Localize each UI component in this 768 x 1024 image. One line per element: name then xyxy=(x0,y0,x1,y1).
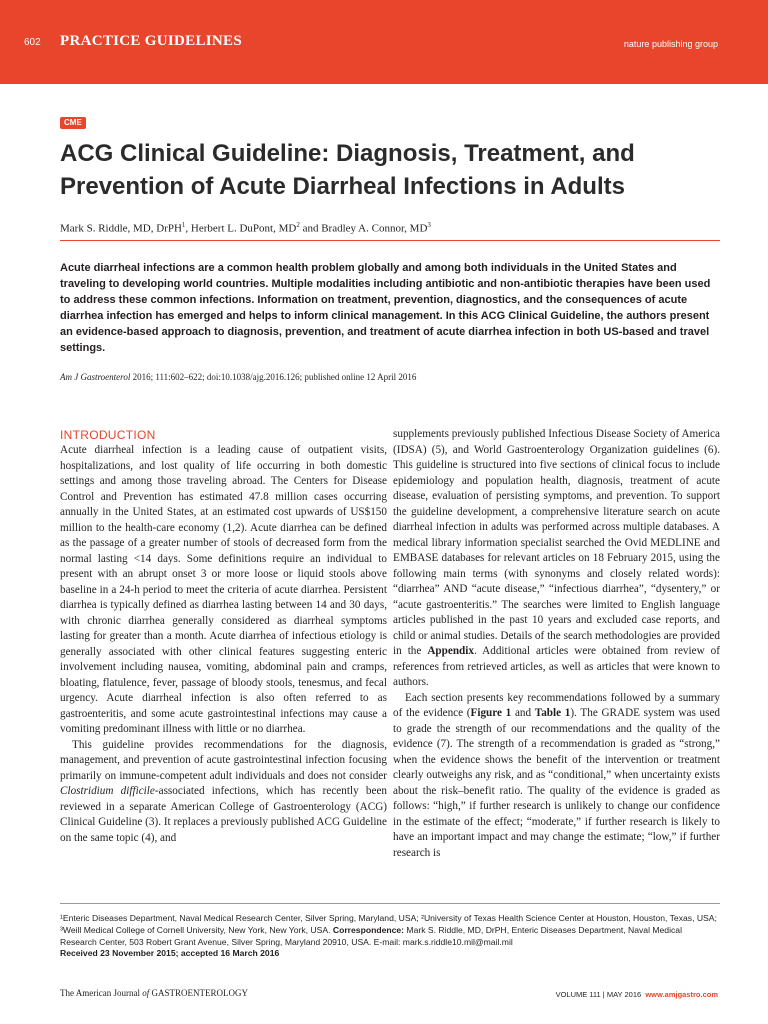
citation-details: 2016; 111:602–622; doi:10.1038/ajg.2016.126; published online 12 April 2016 xyxy=(130,372,417,382)
publisher-name: nature publishing group xyxy=(623,39,718,49)
header-bar xyxy=(0,0,768,84)
text-run: supplements previously published Infectious Disease Society of America (IDSA) (5), and World Gastroenterology Organization guidelines (6). This guideline is structured into five sections of clinical focus to include epidemiology and population health, diagnosis, treatment of acute disease, evaluation of persisting symptoms, and prevention. To support the guideline development, a comprehensive literature search on acute diarrheal infection in adults was performed across multiple databases. A medical library information specialist searched the Ovid MEDLINE and EMBASE databases for relevant articles on 18 February 2015, using the following main terms (with synonyms and closely related words): “diarrhea” AND “acute disease,” “infectious diarrhea”, “dysentery,” or “acute gastroenteritis.” The searches were limited to English language articles published in the past 10 years and excluded case reports, and child or animal studies. Details of the search methodologies are provided in the xyxy=(393,428,720,657)
article-title: ACG Clinical Guideline: Diagnosis, Treatment, and Prevention of Acute Diarrheal Infections in Adults xyxy=(60,140,635,200)
journal-prefix: The American Journal xyxy=(60,988,143,998)
author-list xyxy=(60,221,431,235)
correspondence-text: Mark S. Riddle, MD, DrPH, Enteric Diseases Department, Naval Medical Research Center, 503 Robert Grant Avenue, Silver Spring, Maryland 20910, USA. E-mail: mark.s.riddle10.mil@mail.mil xyxy=(60,925,682,947)
author-name: , Herbert L. DuPont, MD xyxy=(185,222,297,235)
section-title: PRACTICE GUIDELINES xyxy=(60,33,242,49)
body-column-right xyxy=(393,427,720,861)
affiliation-mark: 2 xyxy=(296,221,300,229)
body-paragraph xyxy=(393,427,720,691)
journal-title: GASTROENTEROLOGY xyxy=(149,988,248,998)
journal-of: of xyxy=(142,988,150,998)
section-heading: INTRODUCTION xyxy=(60,428,156,442)
text-run: -associated infections, which has recently been reviewed in a separate American College of Gastroenterology (ACG) Clinical Guideline (3). It replaces a previously published ACG Guideline on the same topic (4), and xyxy=(60,785,388,844)
affiliation-mark: 3 xyxy=(427,221,431,229)
species-name: Clostridium difficile xyxy=(60,785,155,797)
cme-badge: CME xyxy=(60,117,86,129)
page-number: 602 xyxy=(24,37,41,48)
volume-issue: VOLUME 111 | MAY 2016 xyxy=(555,990,642,999)
table-link[interactable]: Table 1 xyxy=(534,707,571,719)
text-run: Each section presents key recommendations followed by a summary of the evidence ( xyxy=(393,691,720,719)
body-paragraph: Acute diarrheal infection is a leading cause of outpatient visits, hospitalizations, and lost quality of life occurring in both domestic settings and among those traveling abroad. The Centers for Disease Control and Prevention has estimated 47.8 million cases occurring annually in the United States, at an estimated cost upwards of US$150 million to the health-care economy (1,2). Acute diarrhea can be defined as the passage of a greater number of stools of decreased form from the normal lasting <14 days. Some definitions require an individual to present with an abrupt onset 3 or more loose or liquid stools above baseline in a 24-h period to meet the criteria of acute diarrhea. Persistent diarrhea is typically defined as diarrhea lasting between 14 and 30 days, with chronic diarrhea generally considered as diarrheal symptoms lasting for greater than a month. Acute diarrhea of infectious etiology is generally associated with other clinical features suggesting enteric involvement including nausea, vomiting, abdominal pain and cramps, bloating, flatulence, fever, passage of bloody stools, tenesmus, and fecal urgency. Acute diarrheal infection is also often referred to as gastroenteritis, and some acute gastrointestinal infections may cause a vomiting predominant illness with little or no diarrhea. xyxy=(60,444,387,735)
footnote-divider xyxy=(60,903,720,904)
volume-info xyxy=(556,990,718,999)
journal-url[interactable]: www.amjgastro.com xyxy=(645,990,718,999)
text-run: . Additional articles were obtained from review of references from retrieved articles, as well as articles that were known to authors. xyxy=(393,645,720,688)
received-dates: Received 23 November 2015; accepted 16 March 2016 xyxy=(60,948,280,958)
text-run: This guideline provides recommendations for the diagnosis, management, and prevention of acute gastrointestinal infection focusing primarily on immune-competent adult individuals and does not consider xyxy=(60,738,387,782)
body-column-left xyxy=(60,427,387,846)
affiliation-text: ¹Enteric Diseases Department, Naval Medical Research Center, Silver Spring, Maryland, USA; ²University of Texas Health Science Center at Houston, Houston, Texas, USA; ³Weill Medical College of Cornell University, New York, New York, USA. xyxy=(60,913,717,935)
body-paragraph xyxy=(60,738,387,847)
author-name: Mark S. Riddle, MD, DrPH xyxy=(60,222,182,235)
title-divider xyxy=(60,240,720,241)
body-paragraph xyxy=(393,691,720,862)
text-run: and xyxy=(511,707,535,719)
abstract: Acute diarrheal infections are a common health problem globally and among both individuals in the United States and traveling to developing world countries. Multiple modalities including antibiotic and non-antibiotic therapies have been used to address these common infections. Information on treatment, prevention, diagnostics, and the consequences of acute diarrhea infection has emerged and helps to inform clinical management. In this ACG Clinical Guideline, the authors present an evidence-based approach to diagnosis, prevention, and treatment of acute diarrhea infection in both US-based and travel settings. xyxy=(60,262,711,355)
citation-line xyxy=(60,372,416,382)
text-run: ). The GRADE system was used to grade the strength of our recommendations and the quality of the evidence (7). The strength of a recommendation is graded as “strong,” when the evidence shows the benefit of the intervention or treatment clearly outweighs any risk, and as “conditional,” when uncertainty exists about the risk–benefit ratio. The quality of the evidence is graded as follows: “high,” if further research is unlikely to change our confidence in the estimate of the effect; “moderate,” if further research is likely to have an important impact and may change the estimate; “low,” if further research is xyxy=(393,707,721,859)
affiliation-mark: 1 xyxy=(181,221,186,229)
journal-abbrev: Am J Gastroenterol xyxy=(60,372,131,382)
figure-link[interactable]: Figure 1 xyxy=(470,707,512,719)
appendix-link[interactable]: Appendix xyxy=(427,645,474,657)
affiliations xyxy=(60,912,720,948)
correspondence-label: Correspondence: xyxy=(332,925,405,935)
author-name: and Bradley A. Connor, MD xyxy=(299,222,428,235)
journal-name xyxy=(60,988,248,998)
